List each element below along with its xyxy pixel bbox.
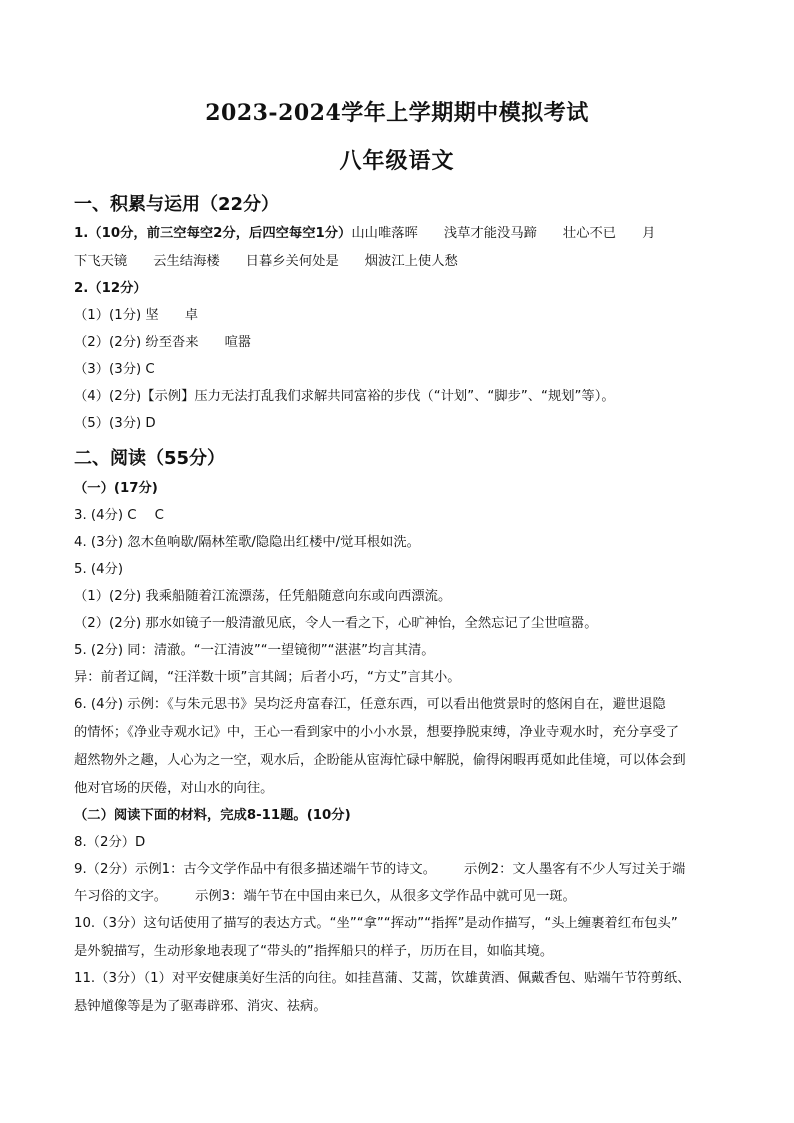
q1-answer-1: 山山唯落晖 bbox=[351, 226, 418, 241]
q10-line-1: 10.（3分）这句话使用了描写的表达方式。“坐”“拿”“挥动”“指挥”是动作描写，“头上缠裹着红布包头” bbox=[74, 916, 678, 931]
q5-1: （1）(2分) 我乘船随着江流漂荡，任凭船随意向东或向西漂流。 bbox=[74, 589, 452, 604]
q3-answer-a: 3. (4分) C bbox=[74, 508, 137, 523]
q8: 8.（2分）D bbox=[74, 835, 146, 850]
q2-1 bbox=[74, 307, 198, 325]
q2-5: （5）(3分) D bbox=[74, 416, 156, 431]
q5b-2: 异：前者辽阔，“汪洋数十顷”言其阔；后者小巧，“方丈”言其小。 bbox=[74, 670, 461, 685]
q1-label: 1.（10分，前三空每空2分，后四空每空1分） bbox=[74, 226, 352, 241]
q5-2: （2）(2分) 那水如镜子一般清澈见底，令人一看之下，心旷神怡，全然忘记了尘世喧嚣。 bbox=[74, 616, 598, 631]
q1-answer-4: 月 bbox=[642, 226, 656, 241]
q9-example-2: 示例2：文人墨客有不少人写过关于端 bbox=[464, 862, 686, 877]
q1-answer-8: 烟波江上使人愁 bbox=[364, 254, 458, 269]
page-title: 2023-2024学年上学期期中模拟考试 bbox=[205, 100, 589, 126]
q2-1-label: （1）(1分) 坚 bbox=[74, 308, 159, 323]
q1-answer-2: 浅草才能没马蹄 bbox=[443, 226, 537, 241]
q3-answer-b: C bbox=[154, 508, 164, 523]
q1-answer-5: 下飞天镜 bbox=[74, 254, 128, 269]
q9-example-1: 9.（2分）示例1：古今文学作品中有很多描述端午节的诗文。 bbox=[74, 862, 437, 877]
q2-label: 2.（12分） bbox=[74, 281, 147, 296]
q9-line-1 bbox=[74, 861, 685, 879]
page-subtitle: 八年级语文 bbox=[339, 148, 455, 174]
q4: 4. (3分) 忽木鱼响歇/隔林笙歌/隐隐出红楼中/觉耳根如洗。 bbox=[74, 535, 420, 550]
q6-line-3: 超然物外之趣，人心为之一空，观水后，企盼能从宦海忙碌中解脱，偷得闲暇再觅如此佳境，可以体会到 bbox=[74, 753, 686, 768]
q5b-1: 5. (2分) 同：清澈。“一江清波”“一望镜彻”“湛湛”均言其清。 bbox=[74, 643, 435, 658]
q2-4: （4）(2分)【示例】压力无法打乱我们求解共同富裕的步伐（“计划”、“脚步”、“规划”等）。 bbox=[74, 389, 615, 404]
q5-label: 5. (4分) bbox=[74, 562, 124, 577]
q2-1-answer: 卓 bbox=[184, 308, 199, 323]
q9-example-2-cont: 午习俗的文字。 bbox=[74, 889, 168, 904]
passage-2-label: （二）阅读下面的材料，完成8-11题。(10分) bbox=[74, 808, 351, 823]
q11-line-1: 11.（3分）（1）对平安健康美好生活的向往。如挂菖蒲、艾蒿，饮雄黄酒、佩戴香包、贴端午节符剪纸、 bbox=[74, 971, 691, 986]
q11-line-2: 悬钟馗像等是为了驱毒辟邪、消灾、祛病。 bbox=[74, 999, 327, 1014]
q1-answer-3: 壮心不已 bbox=[562, 226, 617, 241]
section-heading-1: 一、积累与运用（22分） bbox=[74, 194, 280, 215]
q9-example-3: 示例3：端午节在中国由来已久，从很多文学作品中就可见一斑。 bbox=[195, 889, 576, 904]
q2-2-answer: 喧嚣 bbox=[224, 335, 252, 350]
q9-line-2 bbox=[74, 888, 576, 906]
q10-line-2: 是外貌描写，生动形象地表现了“带头的”指挥船只的样子，历历在目，如临其境。 bbox=[74, 944, 554, 959]
q1-answer-7: 日暮乡关何处是 bbox=[245, 254, 339, 269]
q6-line-1: 6. (4分) 示例：《与朱元思书》吴均泛舟富春江，任意东西，可以看出他赏景时的悠闲自在，避世退隐 bbox=[74, 697, 666, 712]
q1-answer-6: 云生结海楼 bbox=[153, 254, 220, 269]
q3 bbox=[74, 507, 164, 525]
q2-3: （3）(3分) C bbox=[74, 362, 155, 377]
passage-1-label: （一）(17分) bbox=[74, 481, 158, 496]
q2-2-label: （2）(2分) 纷至沓来 bbox=[74, 335, 199, 350]
q6-line-2: 的情怀；《净业寺观水记》中，王心一看到家中的小小水景，想要挣脱束缚，净业寺观水时，充分享受了 bbox=[74, 725, 680, 740]
section-heading-2: 二、阅读（55分） bbox=[74, 448, 226, 469]
q1-line-1 bbox=[74, 225, 655, 243]
q6-line-4: 他对官场的厌倦，对山水的向往。 bbox=[74, 781, 274, 796]
q1-line-2 bbox=[74, 253, 458, 271]
q2-2 bbox=[74, 334, 251, 352]
